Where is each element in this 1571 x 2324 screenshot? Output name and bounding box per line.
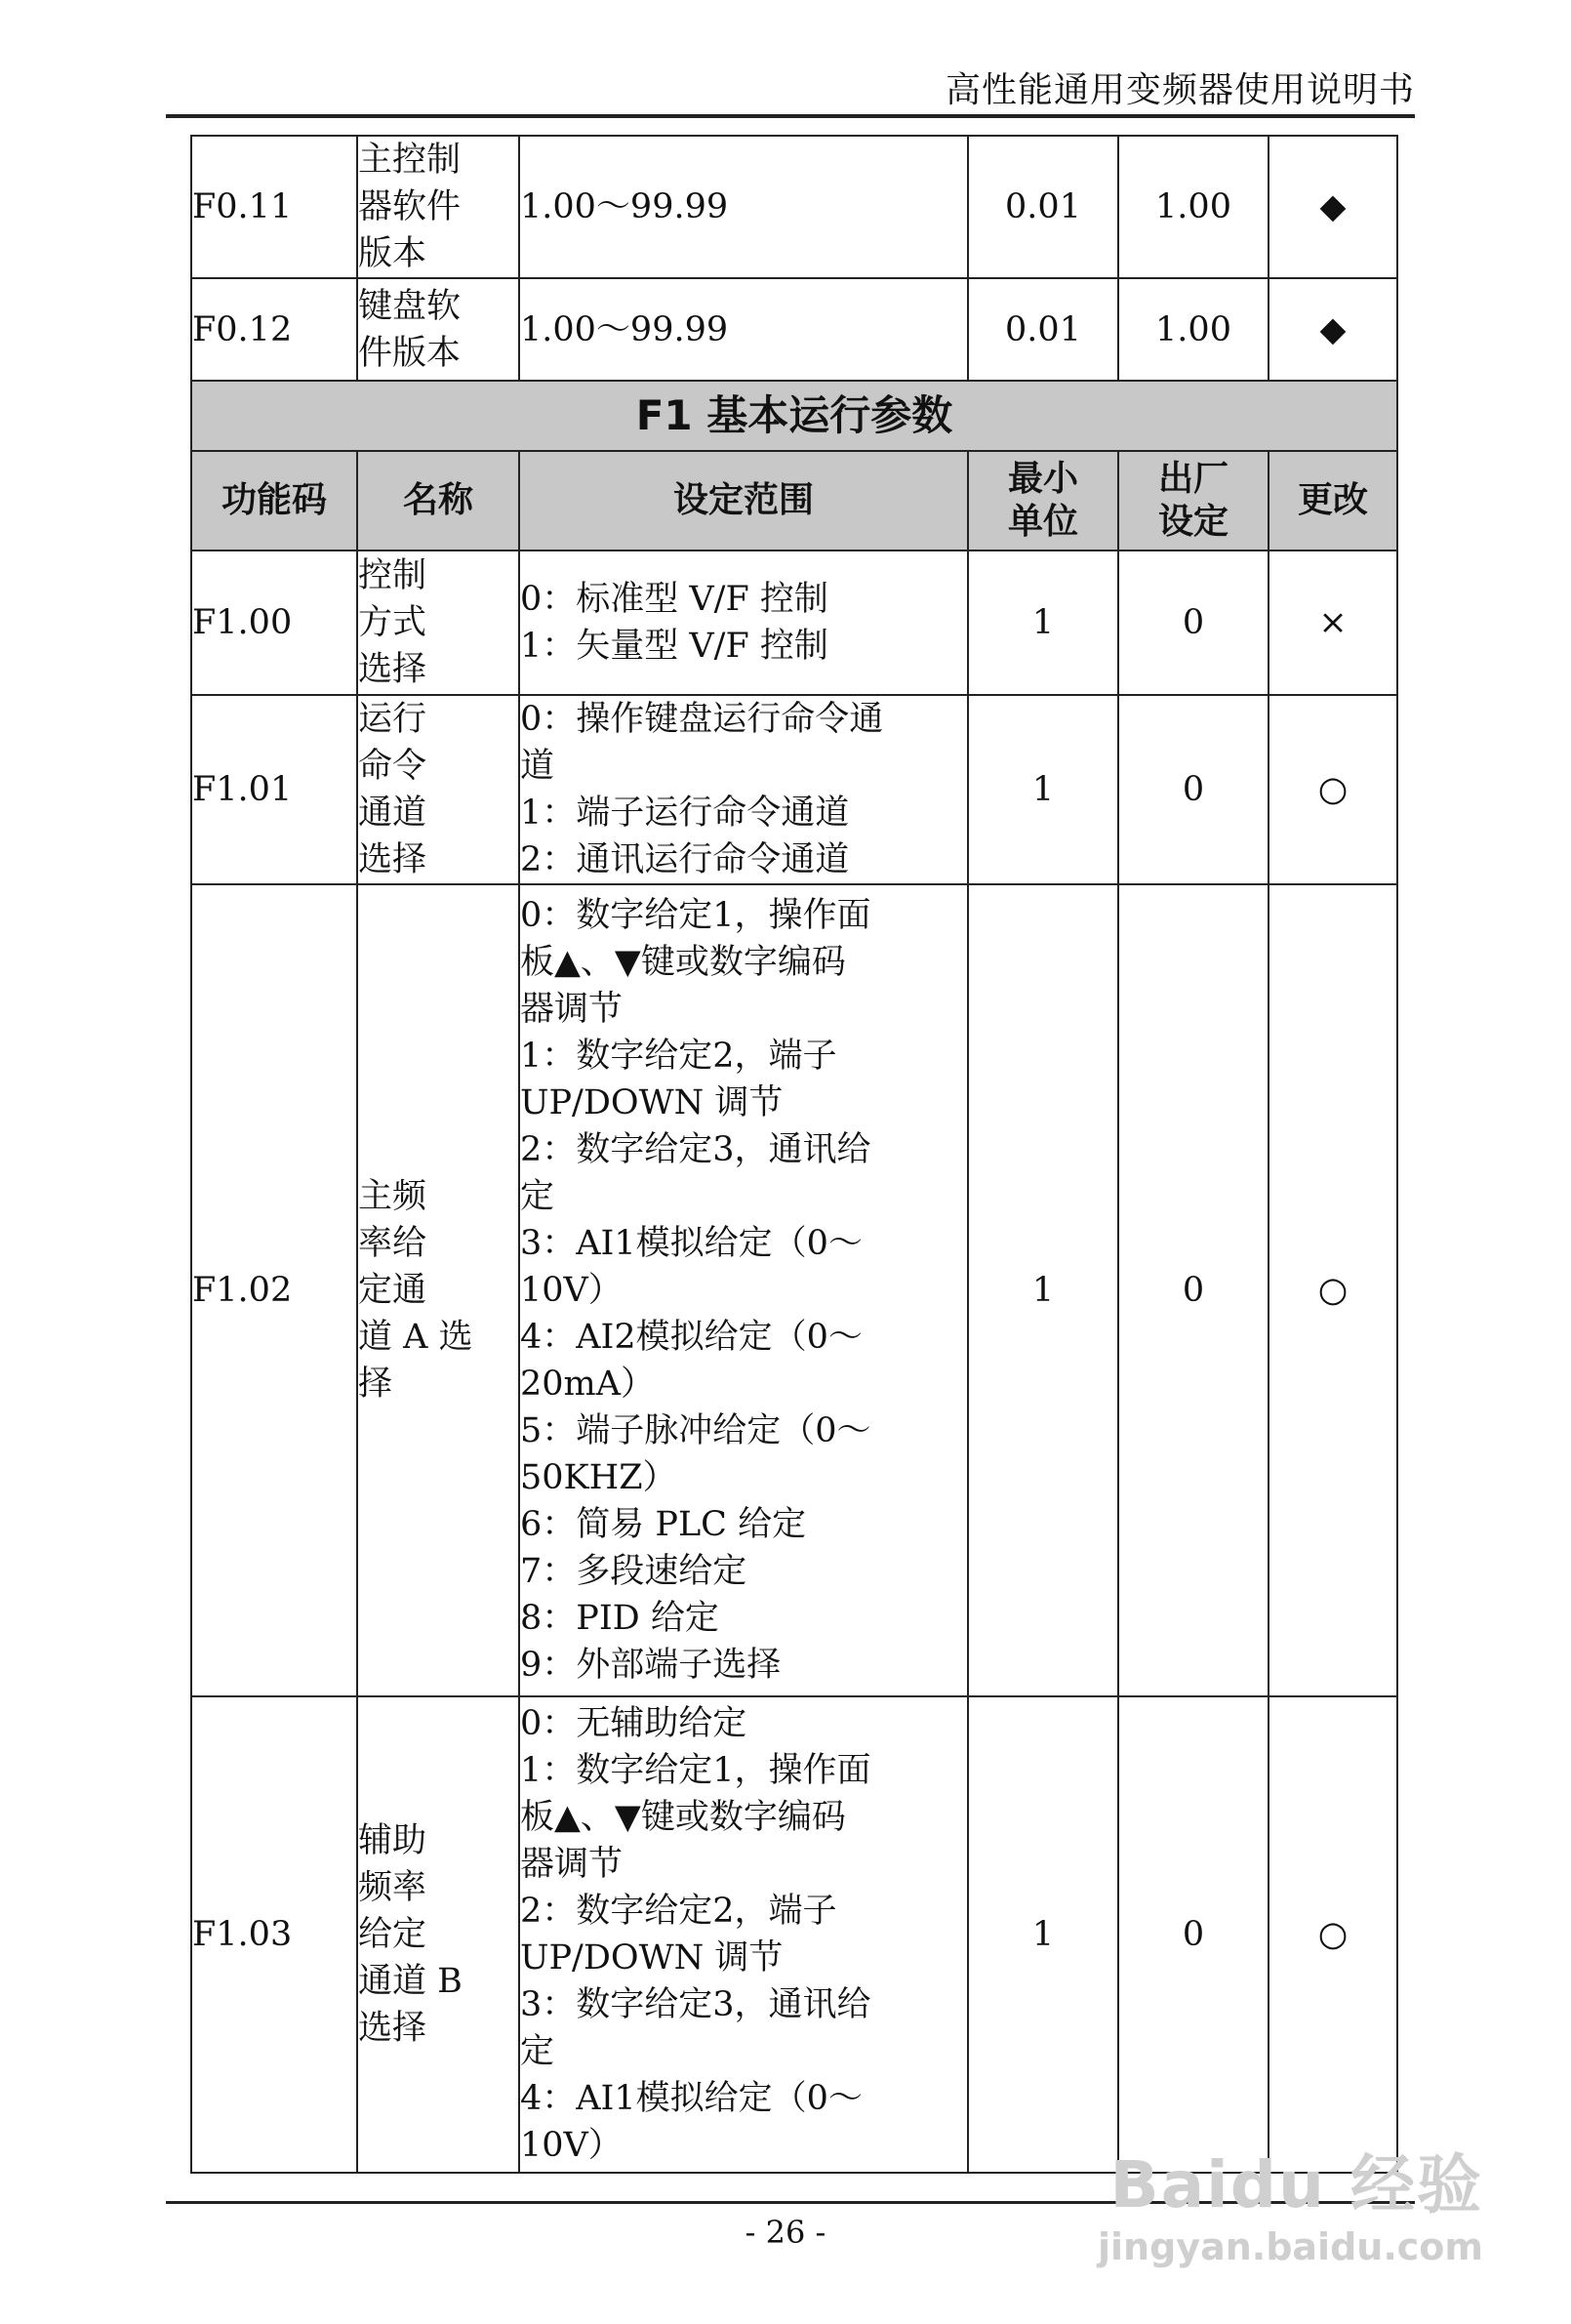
table-row — [191, 550, 1397, 695]
parameter-table — [190, 135, 1398, 2174]
param-range-line: 2：通讯运行命令通道 — [520, 840, 850, 879]
param-range-line: 2：数字给定3，通讯给 — [520, 1130, 871, 1169]
param-range-line: UP/DOWN 调节 — [520, 1083, 784, 1122]
param-range-line: 1：矢量型 V/F 控制 — [520, 627, 828, 666]
param-range-line: UP/DOWN 调节 — [520, 1938, 784, 1977]
param-range — [519, 550, 968, 695]
param-name-line: 定通 — [358, 1271, 427, 1310]
param-range-line: 1.00～99.99 — [520, 187, 729, 226]
column-header-unit-line: 最小 — [1007, 459, 1078, 499]
param-range-line: 3：数字给定3，通讯给 — [520, 1985, 871, 2024]
param-name-line: 通道 B — [358, 1962, 463, 2001]
param-name-line: 通道 — [358, 794, 427, 833]
param-name-line: 选择 — [358, 650, 427, 689]
param-code: F1.02 — [191, 884, 357, 1696]
param-range-line: 8：PID 给定 — [520, 1599, 719, 1638]
param-name-line: 命令 — [358, 747, 427, 786]
param-range-line: 0：无辅助给定 — [520, 1704, 747, 1743]
param-name — [357, 884, 519, 1696]
param-range-line: 10V） — [520, 2126, 623, 2165]
page-header-title: 高性能通用变频器使用说明书 — [945, 70, 1415, 110]
table-row — [191, 1696, 1397, 2173]
param-change-mark: ○ — [1269, 884, 1397, 1696]
param-change-mark: ○ — [1269, 1696, 1397, 2173]
param-range-line: 4：AI1模拟给定（0～ — [520, 2079, 863, 2118]
param-code: F1.03 — [191, 1696, 357, 2173]
param-default: 0 — [1118, 550, 1269, 695]
table-row — [191, 278, 1397, 381]
param-default: 1.00 — [1118, 278, 1269, 381]
param-range-line: 10V） — [520, 1271, 623, 1310]
header-rule — [166, 114, 1415, 118]
table-body-f1 — [191, 550, 1397, 2173]
param-name — [357, 695, 519, 884]
param-name-line: 版本 — [358, 234, 427, 273]
param-name — [357, 278, 519, 381]
watermark-logo: Baidu 经验 — [1109, 2147, 1483, 2222]
param-range-line: 器调节 — [520, 1845, 624, 1884]
param-range-line: 7：多段速给定 — [520, 1552, 747, 1591]
param-range-line: 器调节 — [520, 990, 624, 1029]
param-name — [357, 136, 519, 278]
param-range — [519, 136, 968, 278]
param-name-line: 辅助 — [358, 1821, 427, 1860]
param-range — [519, 695, 968, 884]
watermark-url: jingyan.baidu.com — [1098, 2225, 1483, 2268]
param-name-line: 运行 — [358, 700, 427, 739]
param-range-line: 定 — [520, 2032, 555, 2071]
param-range — [519, 278, 968, 381]
param-name-line: 件版本 — [358, 333, 462, 373]
column-header-default-line: 出厂 — [1157, 459, 1229, 499]
param-range — [519, 1696, 968, 2173]
param-default: 0 — [1118, 695, 1269, 884]
param-name-line: 率给 — [358, 1224, 427, 1263]
column-header-range: 设定范围 — [519, 451, 968, 550]
param-min-unit: 1 — [968, 695, 1118, 884]
param-range-line: 2：数字给定2，端子 — [520, 1892, 837, 1931]
baidu-watermark — [1044, 2133, 1483, 2289]
param-range — [519, 884, 968, 1696]
param-range-line: 6：简易 PLC 给定 — [520, 1505, 807, 1544]
param-range-line: 0：标准型 V/F 控制 — [520, 580, 828, 619]
param-range-line: 5：端子脉冲给定（0～ — [520, 1411, 871, 1450]
param-range-line: 4：AI2模拟给定（0～ — [520, 1318, 863, 1357]
param-name-line: 选择 — [358, 840, 427, 879]
param-name-line: 给定 — [358, 1915, 427, 1954]
param-change-mark: ○ — [1269, 695, 1397, 884]
param-range-line: 板▲、▼键或数字编码 — [520, 943, 846, 982]
section-title: F1 基本运行参数 — [191, 381, 1397, 451]
param-range-line: 9：外部端子选择 — [520, 1646, 782, 1685]
param-code: F0.12 — [191, 278, 357, 381]
param-min-unit: 0.01 — [968, 278, 1118, 381]
column-header-unit-line: 单位 — [1007, 502, 1078, 542]
param-name-line: 频率 — [358, 1868, 427, 1907]
table-row — [191, 884, 1397, 1696]
param-change-mark: ◆ — [1269, 136, 1397, 278]
param-name — [357, 1696, 519, 2173]
param-range-line: 道 — [520, 747, 555, 786]
param-name-line: 道 A 选 — [358, 1318, 473, 1357]
param-change-mark: × — [1269, 550, 1397, 695]
column-header-name: 名称 — [357, 451, 519, 550]
param-min-unit: 1 — [968, 1696, 1118, 2173]
table-body-top — [191, 136, 1397, 381]
param-range-line: 1：端子运行命令通道 — [520, 794, 850, 833]
column-header-default-line: 设定 — [1157, 502, 1229, 542]
param-range-line: 板▲、▼键或数字编码 — [520, 1798, 846, 1837]
param-default: 0 — [1118, 1696, 1269, 2173]
table-row — [191, 136, 1397, 278]
param-range-line: 20mA） — [520, 1365, 656, 1404]
param-name-line: 器软件 — [358, 187, 462, 226]
param-code: F1.01 — [191, 695, 357, 884]
section-header-row — [191, 381, 1397, 451]
param-range-line: 1：数字给定2，端子 — [520, 1037, 837, 1076]
param-range-line: 3：AI1模拟给定（0～ — [520, 1224, 863, 1263]
param-name-line: 选择 — [358, 2009, 427, 2048]
column-header-change: 更改 — [1269, 451, 1397, 550]
table-row — [191, 695, 1397, 884]
param-min-unit: 1 — [968, 550, 1118, 695]
param-min-unit: 1 — [968, 884, 1118, 1696]
column-header-code: 功能码 — [191, 451, 357, 550]
param-name-line: 控制 — [358, 556, 427, 595]
param-code: F1.00 — [191, 550, 357, 695]
column-header-default — [1118, 451, 1269, 550]
page-number: - 26 - — [745, 2214, 826, 2251]
column-header-unit — [968, 451, 1118, 550]
param-name-line: 主频 — [358, 1177, 427, 1216]
param-range-line: 1：数字给定1，操作面 — [520, 1751, 871, 1790]
param-name-line: 择 — [358, 1365, 393, 1404]
param-range-line: 定 — [520, 1177, 555, 1216]
param-name-line: 键盘软 — [358, 286, 462, 326]
param-range-line: 0：操作键盘运行命令通 — [520, 700, 884, 739]
param-range-line: 1.00～99.99 — [520, 309, 729, 349]
param-range-line: 0：数字给定1，操作面 — [520, 896, 871, 935]
param-change-mark: ◆ — [1269, 278, 1397, 381]
param-code: F0.11 — [191, 136, 357, 278]
param-default: 0 — [1118, 884, 1269, 1696]
param-name-line: 方式 — [358, 603, 427, 642]
param-default: 1.00 — [1118, 136, 1269, 278]
param-range-line: 50KHZ） — [520, 1458, 677, 1497]
column-header-row — [191, 451, 1397, 550]
param-min-unit: 0.01 — [968, 136, 1118, 278]
param-name — [357, 550, 519, 695]
param-name-line: 主控制 — [358, 141, 462, 180]
